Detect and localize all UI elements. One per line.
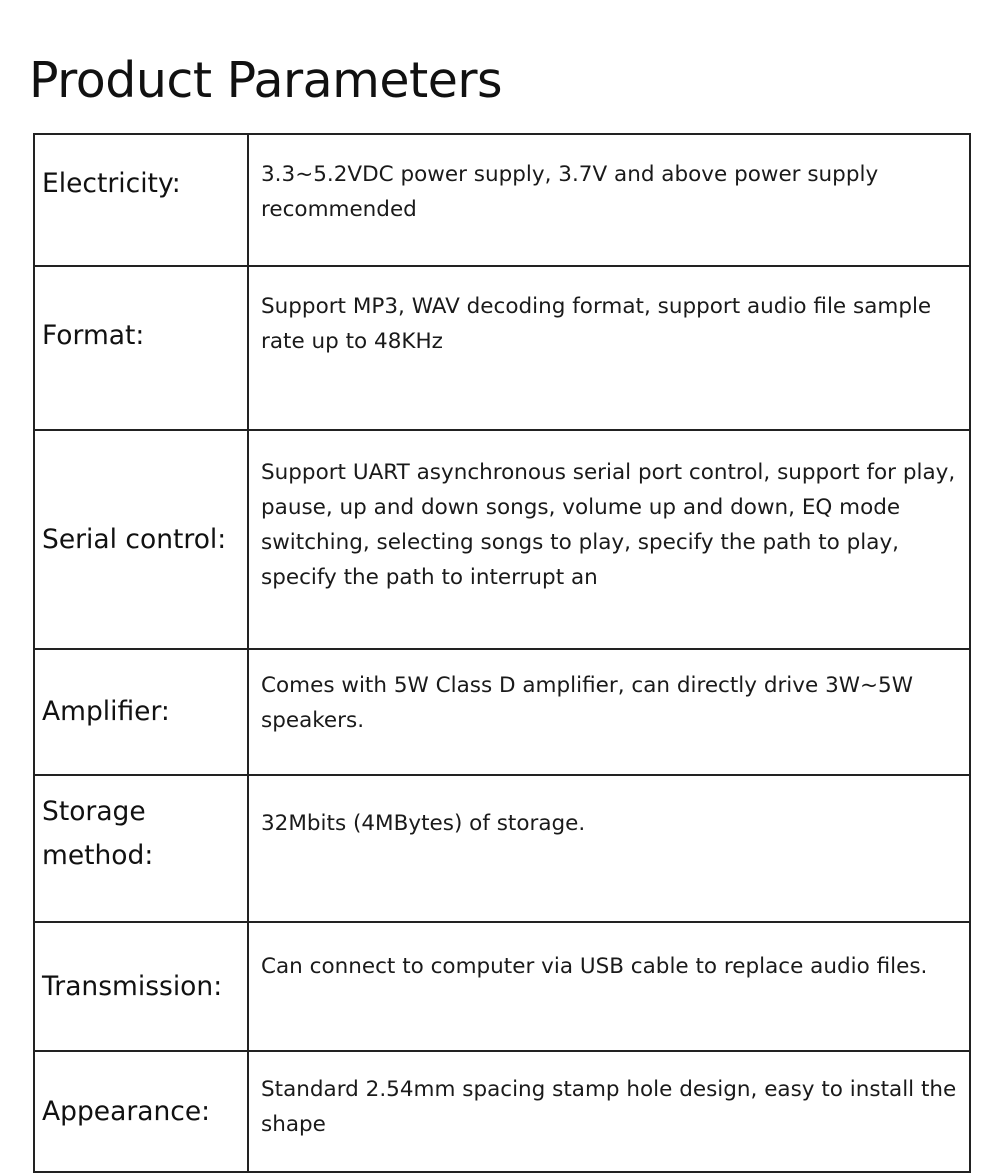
table-row-storage-method: [34, 775, 970, 922]
param-value: Support MP3, WAV decoding format, support audio file sample rate up to 48KHz: [248, 266, 970, 430]
param-value: 3.3~5.2VDC power supply, 3.7V and above power supply recommended: [248, 134, 970, 266]
param-value: Standard 2.54mm spacing stamp hole design, easy to install the shape: [248, 1051, 970, 1172]
param-label: Amplifier:: [34, 649, 248, 775]
param-value: 32Mbits (4MBytes) of storage.: [248, 775, 970, 922]
param-label: Transmission:: [34, 922, 248, 1051]
param-label: Format:: [34, 266, 248, 430]
parameters-table: [33, 133, 971, 1173]
param-label: Serial control:: [34, 430, 248, 649]
table-row-format: [34, 266, 970, 430]
param-label: Electricity:: [34, 134, 248, 266]
table-row-serial-control: [34, 430, 970, 649]
table-row-electricity: [34, 134, 970, 266]
param-value: Support UART asynchronous serial port control, support for play, pause, up and down songs, volume up and down, EQ mode switching, selecting songs to play, specify the path to play, specify the path to interrupt an: [248, 430, 970, 649]
table-row-amplifier: [34, 649, 970, 775]
table-row-appearance: [34, 1051, 970, 1172]
param-value: Can connect to computer via USB cable to replace audio files.: [248, 922, 970, 1051]
table-row-transmission: [34, 922, 970, 1051]
page-title: Product Parameters: [29, 52, 503, 109]
param-label: Appearance:: [34, 1051, 248, 1172]
param-value: Comes with 5W Class D amplifier, can directly drive 3W~5W speakers.: [248, 649, 970, 775]
param-label: Storage method:: [34, 775, 248, 922]
